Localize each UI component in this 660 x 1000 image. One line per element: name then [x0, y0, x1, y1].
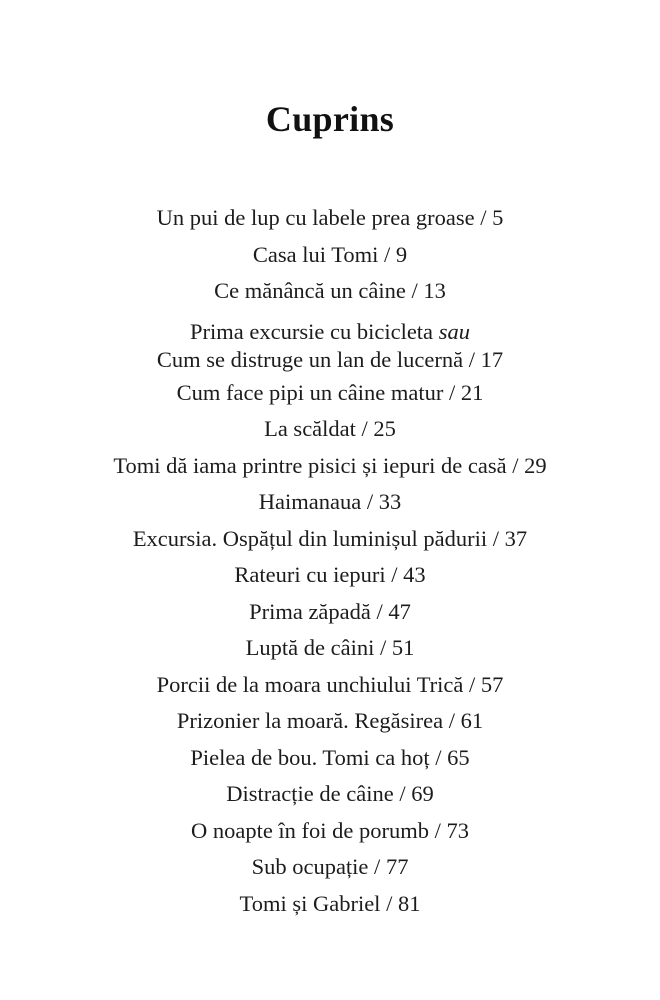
toc-entry-page: 33: [378, 489, 402, 514]
toc-entry-title: Luptă de câini: [245, 635, 375, 660]
toc-entry-title: Ce mănâncă un câine: [214, 278, 406, 303]
toc-entry-page: 17: [480, 346, 504, 372]
toc-entry-page: 51: [391, 635, 415, 660]
table-of-contents: [0, 200, 660, 922]
toc-entry: Pielea de bou. Tomi ca hoț / 65: [190, 744, 470, 770]
toc-entry-title: Un pui de lup cu labele prea groase: [156, 205, 475, 230]
toc-entry-page: 5: [492, 205, 504, 230]
toc-entry-title: O noapte în foi de porumb: [190, 817, 430, 843]
toc-entry-italic-word: sau: [438, 318, 470, 344]
toc-entry-page: 81: [397, 890, 421, 916]
toc-entry: Luptă de câini / 51: [245, 635, 415, 660]
page-title: Cuprins: [265, 99, 395, 139]
toc-entry-title: Cum face pipi un câine matur: [176, 379, 444, 405]
toc-entry: Tomi dă iama printre pisici și iepuri de casă / 29: [113, 452, 547, 478]
toc-entry-title: Sub ocupație: [251, 854, 369, 879]
toc-entry-page: 9: [395, 241, 408, 267]
toc-entry-page: 73: [446, 817, 470, 843]
toc-entry-title: Prima zăpadă: [249, 598, 371, 624]
toc-entry-title: Tomi și Gabriel: [239, 890, 381, 916]
toc-entry-page: 29: [524, 452, 547, 478]
toc-entry-page: 61: [460, 708, 484, 733]
toc-entry: Haimanaua / 33: [258, 489, 402, 514]
toc-entry-page: 25: [373, 416, 396, 441]
toc-entry-title: Rateuri cu iepuri: [234, 562, 386, 587]
toc-entry-page: 57: [480, 671, 504, 697]
toc-entry: Casa lui Tomi / 9: [252, 241, 408, 267]
toc-entry-page: 65: [447, 744, 470, 770]
toc-entry: Cum face pipi un câine matur / 21: [176, 379, 484, 405]
toc-entry: Un pui de lup cu labele prea groase / 5: [156, 205, 504, 230]
toc-entry-title: Porcii de la moara unchiului Trică: [156, 671, 464, 697]
toc-entry-page: 77: [385, 854, 409, 879]
toc-entry: Distracție de câine / 69: [226, 781, 434, 806]
toc-entry: Prima zăpadă / 47: [249, 598, 411, 624]
toc-entry-title-line-2: Cum se distruge un lan de lucernă / 17: [156, 346, 504, 372]
toc-entry: Excursia. Ospățul din luminișul pădurii / 37: [132, 525, 528, 551]
toc-entry: Prizonier la moară. Regăsirea / 61: [176, 708, 484, 733]
toc-entry-page: 21: [460, 379, 484, 405]
toc-entry-title: Distracție de câine: [226, 781, 394, 806]
toc-entry-page: 69: [411, 781, 434, 806]
toc-entry: [0, 310, 660, 375]
toc-entry-title: Haimanaua: [258, 489, 362, 514]
toc-entry-title: Tomi dă iama printre pisici și iepuri de casă: [113, 452, 507, 478]
toc-entry-page: 47: [388, 598, 411, 624]
toc-entry: O noapte în foi de porumb / 73: [190, 817, 470, 843]
toc-entry: Sub ocupație / 77: [251, 854, 409, 879]
toc-entry: Ce mănâncă un câine / 13: [214, 278, 446, 303]
toc-entry-page: 43: [403, 562, 426, 587]
toc-entry-page: 37: [504, 525, 528, 551]
toc-entry-title: La scăldat: [264, 416, 356, 441]
toc-entry-title: Prizonier la moară. Regăsirea: [176, 708, 444, 733]
toc-entry: Rateuri cu iepuri / 43: [234, 562, 426, 587]
toc-entry-title: Pielea de bou. Tomi ca hoț: [190, 744, 430, 770]
toc-entry-title-line-1: Prima excursie cu bicicleta sau: [190, 318, 470, 344]
toc-entry-title: Casa lui Tomi: [252, 241, 379, 267]
toc-entry: La scăldat / 25: [264, 416, 396, 441]
toc-entry-page: 13: [423, 278, 446, 303]
toc-entry-title: Excursia. Ospățul din luminișul pădurii: [132, 525, 488, 551]
toc-entry: Porcii de la moara unchiului Trică / 57: [156, 671, 504, 697]
toc-entry: Tomi și Gabriel / 81: [239, 890, 421, 916]
